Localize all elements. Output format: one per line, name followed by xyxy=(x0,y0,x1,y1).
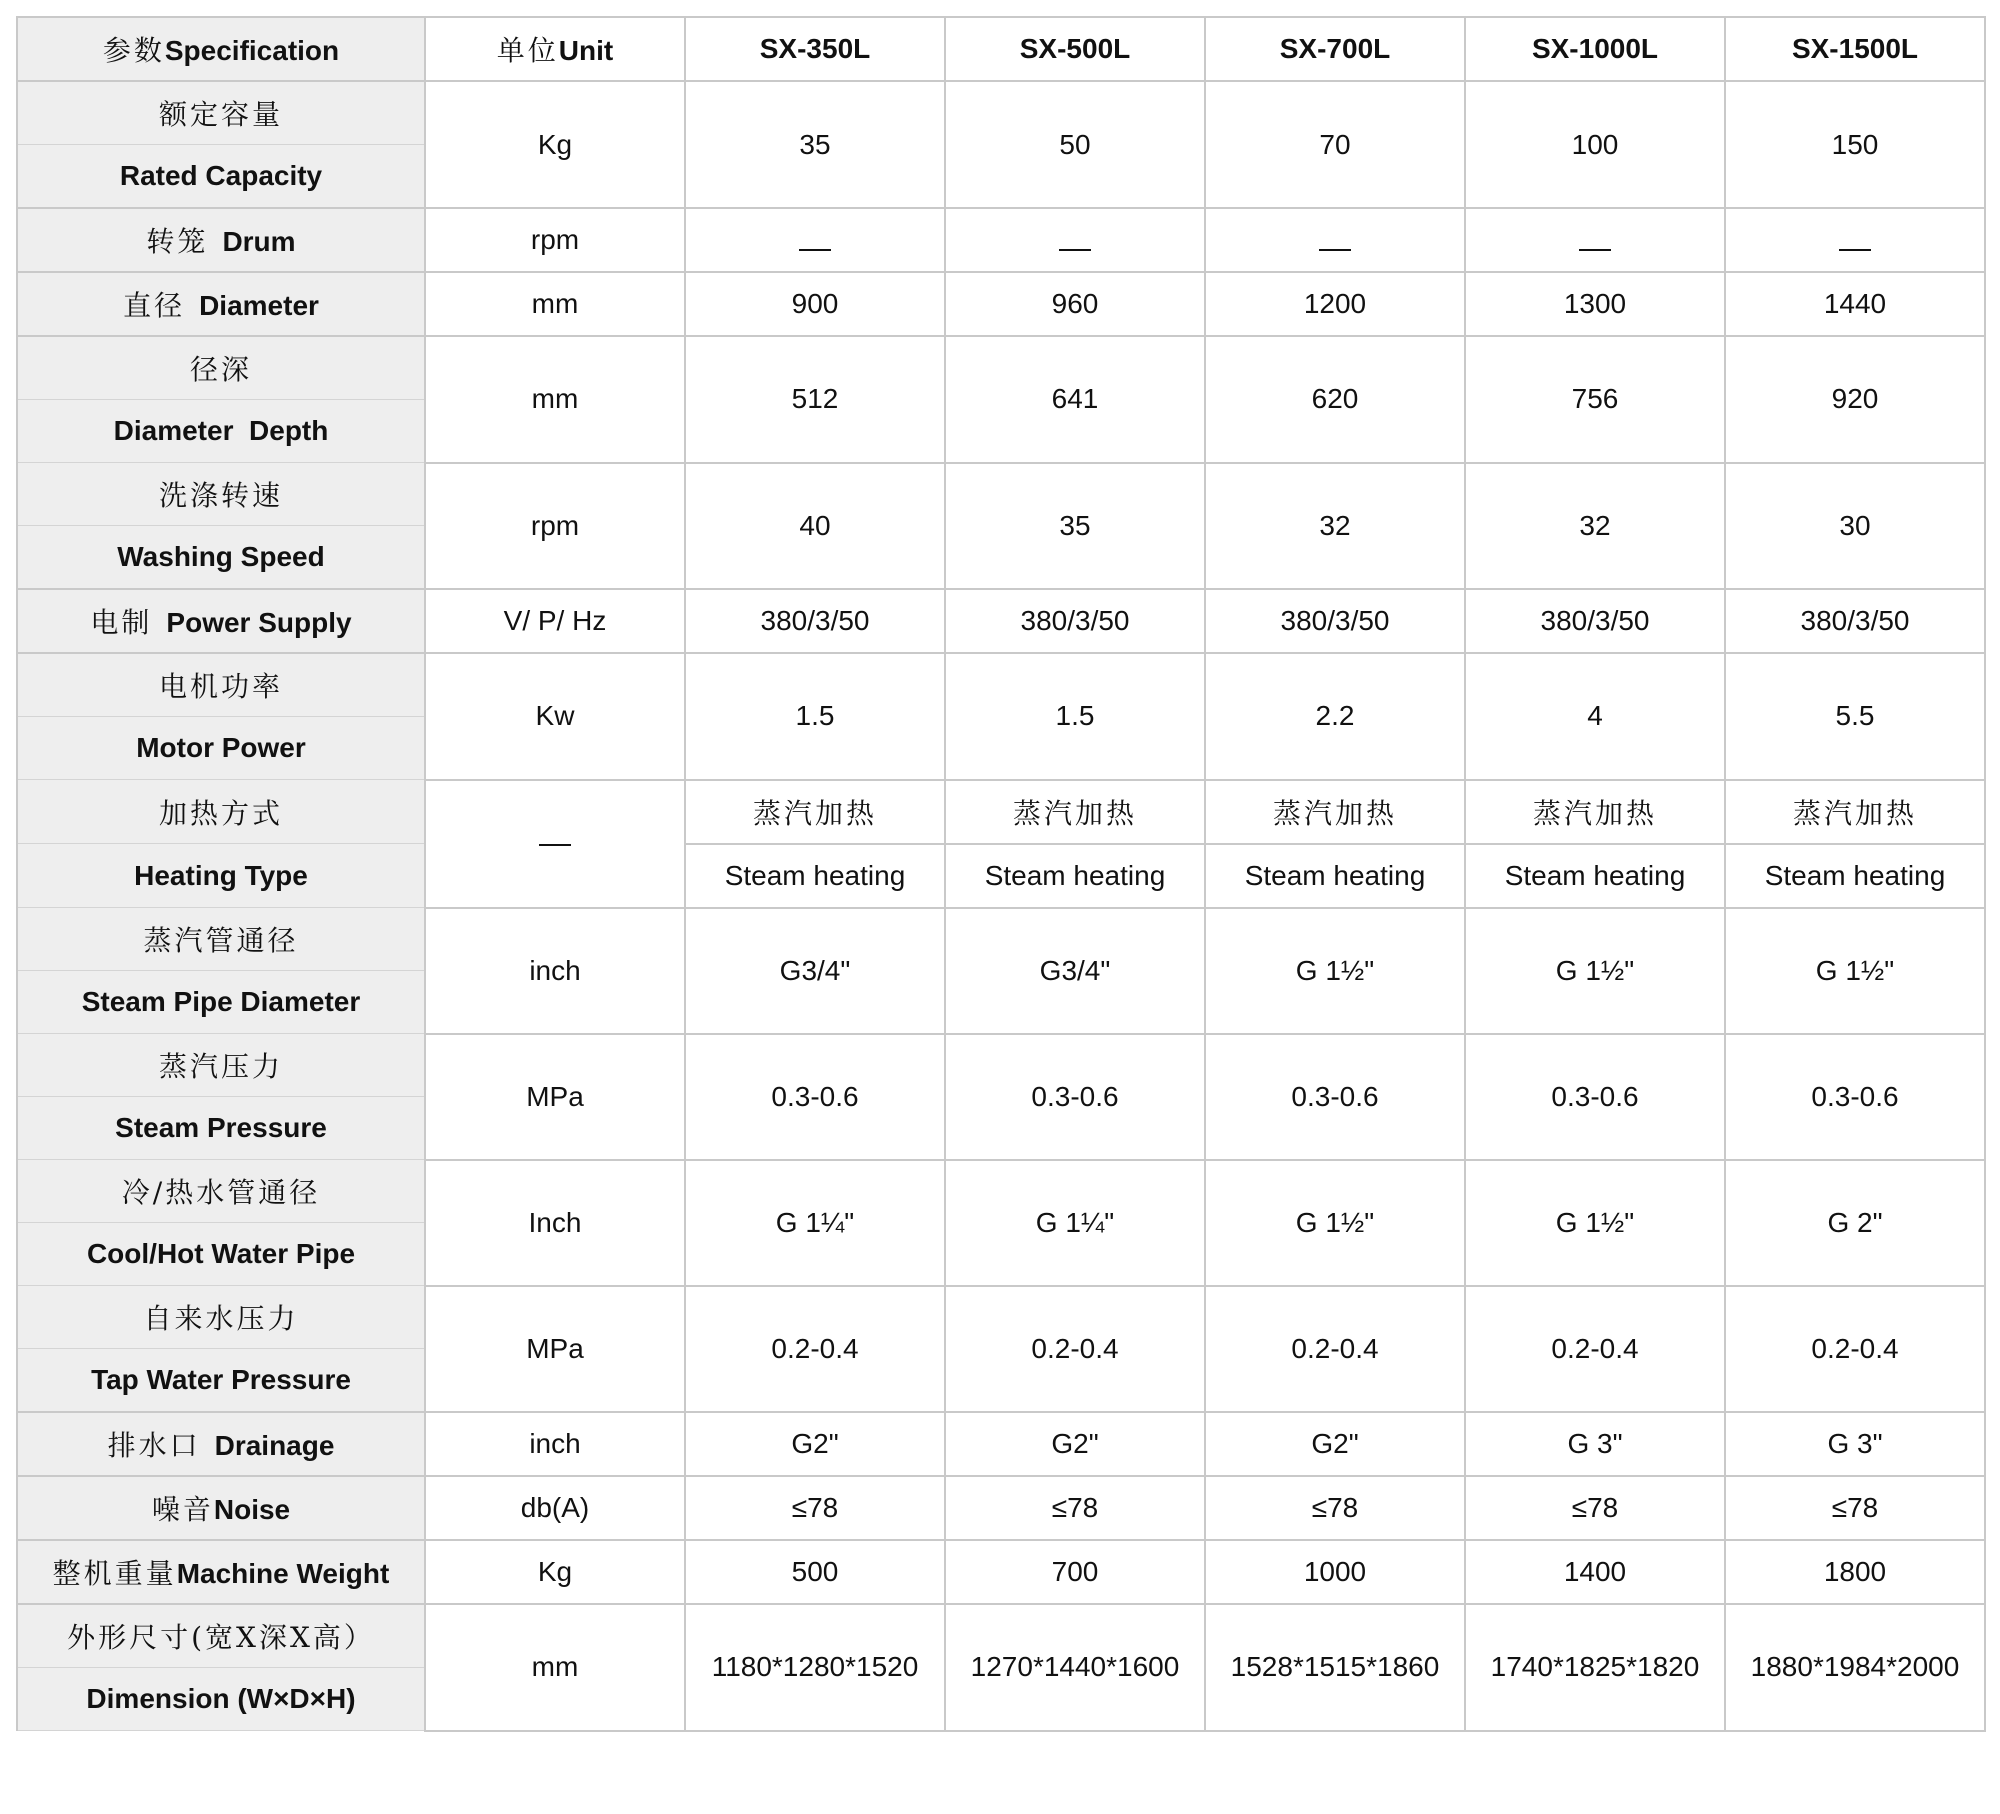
steam-pressure-value: 0.3-0.6 xyxy=(1465,1034,1725,1160)
row-motor-power xyxy=(17,653,1985,717)
motor-power-value: 5.5 xyxy=(1725,653,1985,780)
noise-label-cell xyxy=(17,1476,425,1540)
noise-value: ≤78 xyxy=(685,1476,945,1540)
tap-pressure-value: 0.2-0.4 xyxy=(1465,1286,1725,1413)
drainage-value: G 3" xyxy=(1725,1412,1985,1476)
water-pipe-value: G 1¼" xyxy=(685,1160,945,1286)
unit-header-en: Unit xyxy=(558,35,614,66)
rated-capacity-label-cn: 额定容量 xyxy=(17,81,425,145)
diameter-unit: mm xyxy=(425,272,685,336)
power-supply-value: 380/3/50 xyxy=(685,589,945,653)
rated-capacity-unit: Kg xyxy=(425,81,685,208)
machine-weight-value: 500 xyxy=(685,1540,945,1604)
model-header-sx-350l: SX-350L xyxy=(685,17,945,81)
row-steam-pipe xyxy=(17,908,1985,971)
heating-type-value-en: Steam heating xyxy=(1205,844,1465,908)
washing-speed-unit: rpm xyxy=(425,463,685,590)
power-supply-label-cell xyxy=(17,589,425,653)
dash-mark xyxy=(539,844,571,846)
drainage-value: G 3" xyxy=(1465,1412,1725,1476)
drainage-label-cn: 排水口 xyxy=(107,1429,201,1462)
diameter-label-cn: 直径 xyxy=(123,289,186,322)
diameter-depth-label-en: Diameter Depth xyxy=(17,400,425,463)
steam-pressure-unit: MPa xyxy=(425,1034,685,1160)
dimension-value: 1270*1440*1600 xyxy=(945,1604,1205,1731)
noise-label-cn: 噪音 xyxy=(151,1493,214,1526)
washing-speed-label-cn: 洗涤转速 xyxy=(17,463,425,526)
power-supply-value: 380/3/50 xyxy=(1465,589,1725,653)
diameter-label-en: Diameter xyxy=(199,290,319,321)
diameter-value: 900 xyxy=(685,272,945,336)
diameter-depth-value: 620 xyxy=(1205,336,1465,463)
motor-power-value: 4 xyxy=(1465,653,1725,780)
diameter-label-cell xyxy=(17,272,425,336)
machine-weight-label-en: Machine Weight xyxy=(176,1558,390,1589)
washing-speed-value: 30 xyxy=(1725,463,1985,590)
drainage-label-en: Drainage xyxy=(214,1430,335,1461)
dash-mark xyxy=(1579,249,1611,251)
dimension-label-en: Dimension (W×D×H) xyxy=(17,1668,425,1731)
row-noise xyxy=(17,1476,1985,1540)
machine-weight-value: 1400 xyxy=(1465,1540,1725,1604)
row-tap-pressure xyxy=(17,1286,1985,1349)
rated-capacity-value: 100 xyxy=(1465,81,1725,208)
noise-value: ≤78 xyxy=(1465,1476,1725,1540)
dash-mark xyxy=(1319,249,1351,251)
noise-value: ≤78 xyxy=(1205,1476,1465,1540)
steam-pipe-value: G3/4" xyxy=(685,908,945,1034)
heating-type-value-cn: 蒸汽加热 xyxy=(1205,780,1465,844)
power-supply-value: 380/3/50 xyxy=(1205,589,1465,653)
drum-unit: rpm xyxy=(425,208,685,272)
drainage-label-cell xyxy=(17,1412,425,1476)
power-supply-label-cn: 电制 xyxy=(90,606,153,639)
spec-table xyxy=(16,16,1986,1732)
drainage-value: G2" xyxy=(945,1412,1205,1476)
rated-capacity-value: 35 xyxy=(685,81,945,208)
heating-type-value-en: Steam heating xyxy=(1725,844,1985,908)
drum-value xyxy=(1465,208,1725,272)
power-supply-unit: V/ P/ Hz xyxy=(425,589,685,653)
steam-pipe-label-cn: 蒸汽管通径 xyxy=(17,908,425,971)
rated-capacity-label-en: Rated Capacity xyxy=(17,145,425,209)
unit-header-cell xyxy=(425,17,685,81)
noise-unit: db(A) xyxy=(425,1476,685,1540)
dimension-label-cn: 外形尺寸(宽X深X高） xyxy=(17,1604,425,1668)
tap-pressure-label-cn: 自来水压力 xyxy=(17,1286,425,1349)
heating-type-value-en: Steam heating xyxy=(685,844,945,908)
row-heating-type xyxy=(17,780,1985,844)
steam-pressure-value: 0.3-0.6 xyxy=(1725,1034,1985,1160)
dash-mark xyxy=(799,249,831,251)
water-pipe-label-en: Cool/Hot Water Pipe xyxy=(17,1223,425,1286)
rated-capacity-value: 70 xyxy=(1205,81,1465,208)
row-diameter-depth xyxy=(17,336,1985,400)
diameter-depth-unit: mm xyxy=(425,336,685,463)
drainage-value: G2" xyxy=(1205,1412,1465,1476)
drum-value xyxy=(685,208,945,272)
heating-type-value-cn: 蒸汽加热 xyxy=(945,780,1205,844)
heating-type-label-en: Heating Type xyxy=(17,844,425,908)
drum-value xyxy=(945,208,1205,272)
row-dimension xyxy=(17,1604,1985,1668)
dimension-value: 1528*1515*1860 xyxy=(1205,1604,1465,1731)
row-water-pipe xyxy=(17,1160,1985,1223)
water-pipe-label-cn: 冷/热水管通径 xyxy=(17,1160,425,1223)
power-supply-label-en: Power Supply xyxy=(166,607,352,638)
diameter-value: 960 xyxy=(945,272,1205,336)
motor-power-value: 2.2 xyxy=(1205,653,1465,780)
steam-pressure-value: 0.3-0.6 xyxy=(685,1034,945,1160)
steam-pipe-unit: inch xyxy=(425,908,685,1034)
diameter-value: 1200 xyxy=(1205,272,1465,336)
water-pipe-value: G 1½" xyxy=(1205,1160,1465,1286)
model-header-sx-500l: SX-500L xyxy=(945,17,1205,81)
noise-value: ≤78 xyxy=(1725,1476,1985,1540)
heating-type-value-en: Steam heating xyxy=(1465,844,1725,908)
drainage-unit: inch xyxy=(425,1412,685,1476)
row-washing-speed xyxy=(17,463,1985,526)
power-supply-value: 380/3/50 xyxy=(1725,589,1985,653)
drum-label-cell xyxy=(17,208,425,272)
steam-pressure-value: 0.3-0.6 xyxy=(1205,1034,1465,1160)
dimension-unit: mm xyxy=(425,1604,685,1731)
model-header-sx-1500l: SX-1500L xyxy=(1725,17,1985,81)
diameter-depth-value: 756 xyxy=(1465,336,1725,463)
diameter-value: 1300 xyxy=(1465,272,1725,336)
steam-pipe-value: G3/4" xyxy=(945,908,1205,1034)
row-drum xyxy=(17,208,1985,272)
steam-pressure-label-cn: 蒸汽压力 xyxy=(17,1034,425,1097)
water-pipe-value: G 1¼" xyxy=(945,1160,1205,1286)
model-header-sx-700l: SX-700L xyxy=(1205,17,1465,81)
motor-power-value: 1.5 xyxy=(685,653,945,780)
heating-type-value-en: Steam heating xyxy=(945,844,1205,908)
machine-weight-value: 1800 xyxy=(1725,1540,1985,1604)
dash-mark xyxy=(1059,249,1091,251)
water-pipe-unit: Inch xyxy=(425,1160,685,1286)
steam-pipe-value: G 1½" xyxy=(1725,908,1985,1034)
heating-type-value-cn: 蒸汽加热 xyxy=(1465,780,1725,844)
steam-pipe-label-en: Steam Pipe Diameter xyxy=(17,971,425,1034)
steam-pressure-label-en: Steam Pressure xyxy=(17,1097,425,1160)
tap-pressure-value: 0.2-0.4 xyxy=(1725,1286,1985,1413)
row-drainage xyxy=(17,1412,1985,1476)
steam-pipe-value: G 1½" xyxy=(1465,908,1725,1034)
drum-value xyxy=(1205,208,1465,272)
tap-pressure-value: 0.2-0.4 xyxy=(685,1286,945,1413)
washing-speed-value: 40 xyxy=(685,463,945,590)
drainage-value: G2" xyxy=(685,1412,945,1476)
steam-pressure-value: 0.3-0.6 xyxy=(945,1034,1205,1160)
diameter-value: 1440 xyxy=(1725,272,1985,336)
drum-label-cn: 转笼 xyxy=(146,225,209,258)
tap-pressure-label-en: Tap Water Pressure xyxy=(17,1349,425,1413)
motor-power-unit: Kw xyxy=(425,653,685,780)
washing-speed-label-en: Washing Speed xyxy=(17,526,425,590)
row-heating-type-en xyxy=(17,844,1985,908)
tap-pressure-value: 0.2-0.4 xyxy=(945,1286,1205,1413)
tap-pressure-unit: MPa xyxy=(425,1286,685,1413)
drum-label-en: Drum xyxy=(222,226,296,257)
motor-power-value: 1.5 xyxy=(945,653,1205,780)
washing-speed-value: 35 xyxy=(945,463,1205,590)
noise-label-en: Noise xyxy=(213,1494,291,1525)
header-row xyxy=(17,17,1985,81)
heating-type-value-cn: 蒸汽加热 xyxy=(1725,780,1985,844)
row-rated-capacity xyxy=(17,81,1985,145)
model-header-sx-1000l: SX-1000L xyxy=(1465,17,1725,81)
diameter-depth-value: 641 xyxy=(945,336,1205,463)
dash-mark xyxy=(1839,249,1871,251)
spec-header-en: Specification xyxy=(164,35,340,66)
machine-weight-label-cell xyxy=(17,1540,425,1604)
steam-pipe-value: G 1½" xyxy=(1205,908,1465,1034)
spec-header-cell xyxy=(17,17,425,81)
machine-weight-value: 1000 xyxy=(1205,1540,1465,1604)
dimension-value: 1880*1984*2000 xyxy=(1725,1604,1985,1731)
diameter-depth-value: 512 xyxy=(685,336,945,463)
unit-header-cn: 单位 xyxy=(496,34,559,67)
row-power-supply xyxy=(17,589,1985,653)
row-machine-weight xyxy=(17,1540,1985,1604)
heating-type-value-cn: 蒸汽加热 xyxy=(685,780,945,844)
row-steam-pressure xyxy=(17,1034,1985,1097)
spec-header-cn: 参数 xyxy=(102,34,165,67)
water-pipe-value: G 2" xyxy=(1725,1160,1985,1286)
tap-pressure-value: 0.2-0.4 xyxy=(1205,1286,1465,1413)
washing-speed-value: 32 xyxy=(1465,463,1725,590)
dimension-value: 1180*1280*1520 xyxy=(685,1604,945,1731)
heating-type-label-cn: 加热方式 xyxy=(17,780,425,844)
machine-weight-label-cn: 整机重量 xyxy=(52,1557,177,1590)
power-supply-value: 380/3/50 xyxy=(945,589,1205,653)
rated-capacity-value: 50 xyxy=(945,81,1205,208)
machine-weight-unit: Kg xyxy=(425,1540,685,1604)
diameter-depth-label-cn: 径深 xyxy=(17,336,425,400)
row-diameter xyxy=(17,272,1985,336)
noise-value: ≤78 xyxy=(945,1476,1205,1540)
diameter-depth-value: 920 xyxy=(1725,336,1985,463)
motor-power-label-en: Motor Power xyxy=(17,717,425,780)
water-pipe-value: G 1½" xyxy=(1465,1160,1725,1286)
motor-power-label-cn: 电机功率 xyxy=(17,653,425,717)
dimension-value: 1740*1825*1820 xyxy=(1465,1604,1725,1731)
rated-capacity-value: 150 xyxy=(1725,81,1985,208)
heating-type-unit xyxy=(425,780,685,908)
washing-speed-value: 32 xyxy=(1205,463,1465,590)
machine-weight-value: 700 xyxy=(945,1540,1205,1604)
drum-value xyxy=(1725,208,1985,272)
